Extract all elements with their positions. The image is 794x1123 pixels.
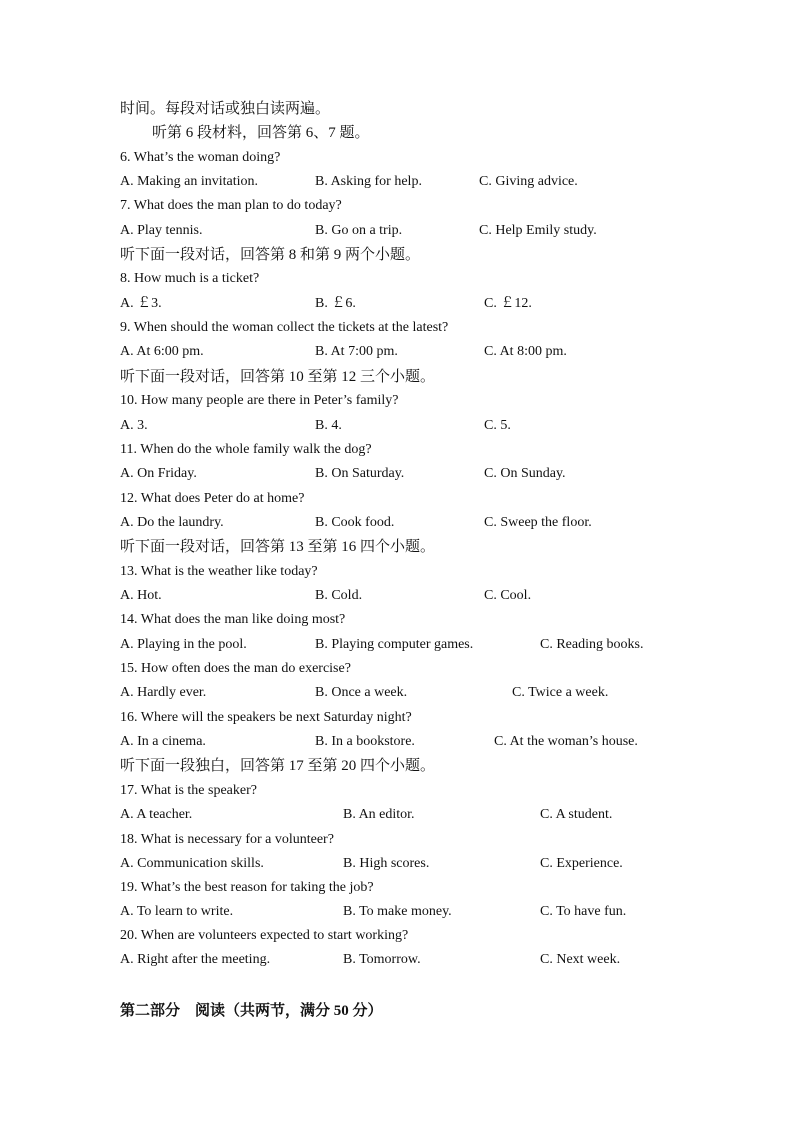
question-17: 17. What is the speaker? xyxy=(120,783,257,798)
intro-line: 时间。每段对话或独白读两遍。 xyxy=(120,101,331,117)
q19-option-b: B. To make money. xyxy=(343,904,452,919)
q11-option-b: B. On Saturday. xyxy=(315,466,405,481)
section-instruction: 听下面一段独白，回答第 17 至第 20 四个小题。 xyxy=(120,758,436,774)
q6-option-a: A. Making an invitation. xyxy=(120,174,259,189)
intro-instruction: 听第 6 段材料，回答第 6、7 题。 xyxy=(152,125,370,141)
q9-option-a: A. At 6:00 pm. xyxy=(120,344,204,359)
q17-option-a: A. A teacher. xyxy=(120,807,193,822)
q19-option-a: A. To learn to write. xyxy=(120,904,234,919)
q12-option-c: C. Sweep the floor. xyxy=(484,515,592,530)
section-instruction: 听下面一段对话，回答第 13 至第 16 四个小题。 xyxy=(120,539,436,555)
q16-option-c: C. At the woman’s house. xyxy=(494,734,638,749)
q11-option-c: C. On Sunday. xyxy=(484,466,566,481)
question-19: 19. What’s the best reason for taking the job? xyxy=(120,880,374,895)
part-two-heading: 第二部分 阅读（共两节，满分 50 分） xyxy=(120,1003,383,1019)
q16-option-a: A. In a cinema. xyxy=(120,734,206,749)
q14-option-b: B. Playing computer games. xyxy=(315,637,474,652)
q13-option-b: B. Cold. xyxy=(315,588,363,603)
question-18: 18. What is necessary for a volunteer? xyxy=(120,832,334,847)
q18-option-a: A. Communication skills. xyxy=(120,856,264,871)
question-7: 7. What does the man plan to do today? xyxy=(120,198,342,213)
q14-option-c: C. Reading books. xyxy=(540,637,644,652)
q15-option-c: C. Twice a week. xyxy=(512,685,609,700)
question-11: 11. When do the whole family walk the dog? xyxy=(120,442,372,457)
question-9: 9. When should the woman collect the tickets at the latest? xyxy=(120,320,449,335)
q7-option-a: A. Play tennis. xyxy=(120,223,203,238)
q8-option-c: C. ￡12. xyxy=(484,296,532,311)
question-13: 13. What is the weather like today? xyxy=(120,564,318,579)
q6-option-c: C. Giving advice. xyxy=(479,174,578,189)
question-14: 14. What does the man like doing most? xyxy=(120,612,346,627)
question-20: 20. When are volunteers expected to start working? xyxy=(120,928,409,943)
q15-option-a: A. Hardly ever. xyxy=(120,685,207,700)
q14-option-a: A. Playing in the pool. xyxy=(120,637,247,652)
q20-option-a: A. Right after the meeting. xyxy=(120,952,271,967)
q16-option-b: B. In a bookstore. xyxy=(315,734,415,749)
question-15: 15. How often does the man do exercise? xyxy=(120,661,351,676)
q7-option-b: B. Go on a trip. xyxy=(315,223,403,238)
q10-option-c: C. 5. xyxy=(484,418,511,433)
section-instruction: 听下面一段对话，回答第 10 至第 12 三个小题。 xyxy=(120,369,436,385)
q11-option-a: A. On Friday. xyxy=(120,466,197,481)
question-16: 16. Where will the speakers be next Saturday night? xyxy=(120,710,412,725)
q19-option-c: C. To have fun. xyxy=(540,904,627,919)
q9-option-b: B. At 7:00 pm. xyxy=(315,344,398,359)
question-10: 10. How many people are there in Peter’s family? xyxy=(120,393,399,408)
q13-option-a: A. Hot. xyxy=(120,588,162,603)
question-6: 6. What’s the woman doing? xyxy=(120,150,281,165)
q15-option-b: B. Once a week. xyxy=(315,685,408,700)
q9-option-c: C. At 8:00 pm. xyxy=(484,344,567,359)
question-12: 12. What does Peter do at home? xyxy=(120,491,305,506)
q13-option-c: C. Cool. xyxy=(484,588,532,603)
q18-option-c: C. Experience. xyxy=(540,856,623,871)
question-8: 8. How much is a ticket? xyxy=(120,271,260,286)
q20-option-b: B. Tomorrow. xyxy=(343,952,421,967)
q6-option-b: B. Asking for help. xyxy=(315,174,422,189)
q17-option-c: C. A student. xyxy=(540,807,613,822)
q12-option-a: A. Do the laundry. xyxy=(120,515,224,530)
q8-option-b: B. ￡6. xyxy=(315,296,356,311)
q18-option-b: B. High scores. xyxy=(343,856,430,871)
q10-option-b: B. 4. xyxy=(315,418,342,433)
q10-option-a: A. 3. xyxy=(120,418,148,433)
q8-option-a: A. ￡3. xyxy=(120,296,162,311)
q7-option-c: C. Help Emily study. xyxy=(479,223,597,238)
q20-option-c: C. Next week. xyxy=(540,952,621,967)
section-instruction: 听下面一段对话，回答第 8 和第 9 两个小题。 xyxy=(120,247,421,263)
q17-option-b: B. An editor. xyxy=(343,807,415,822)
q12-option-b: B. Cook food. xyxy=(315,515,395,530)
